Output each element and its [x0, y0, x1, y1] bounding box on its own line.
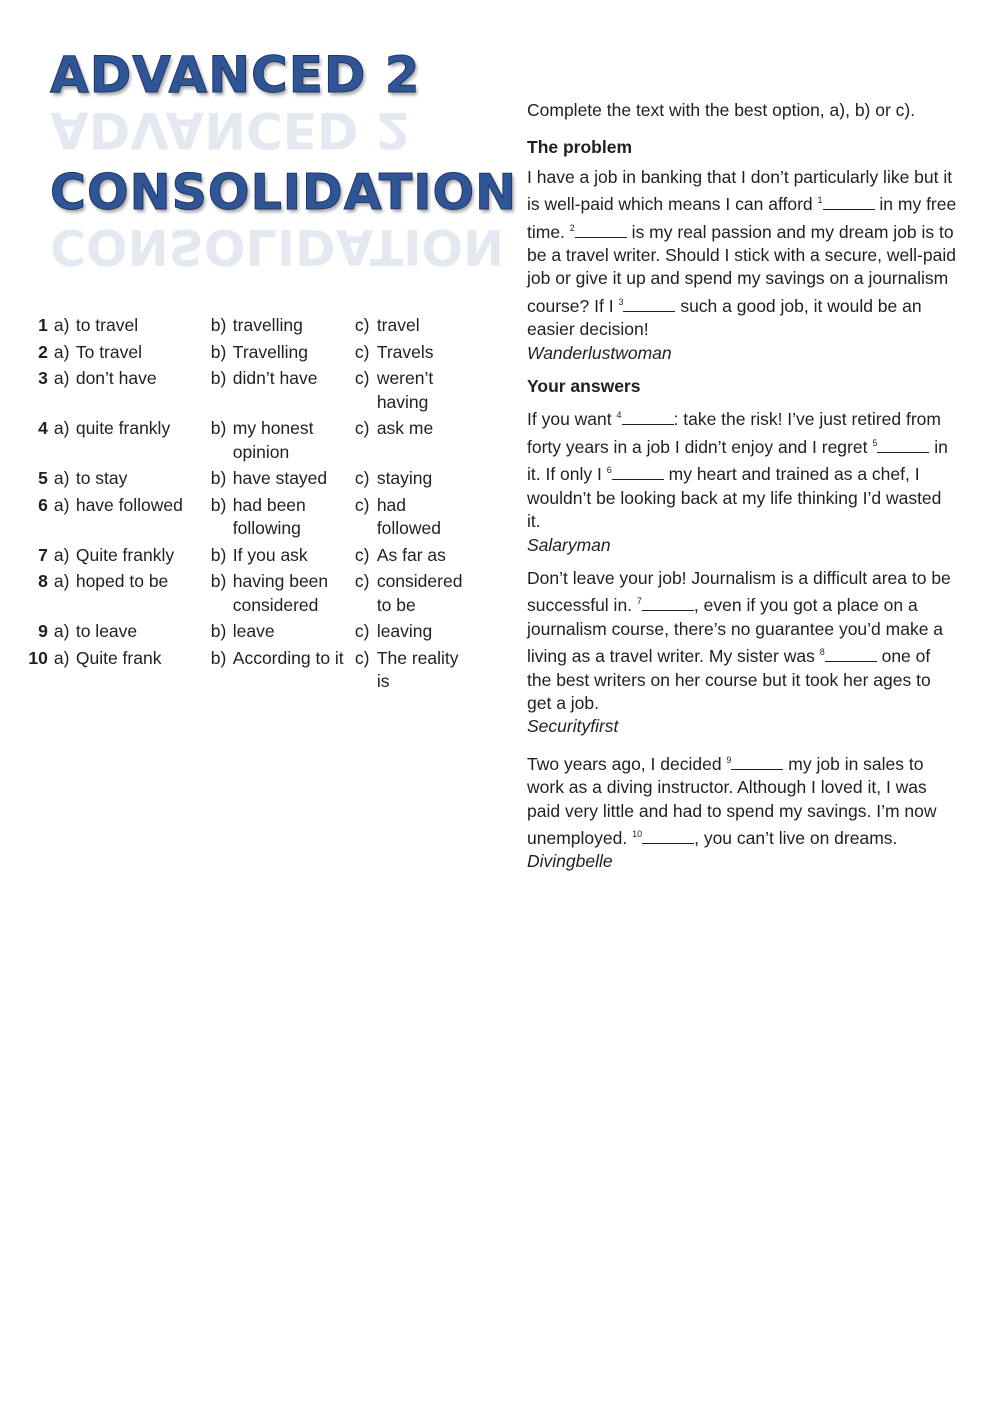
question-number: 9: [38, 621, 48, 641]
option-c[interactable]: [355, 417, 474, 464]
gap-8[interactable]: 8: [820, 646, 877, 666]
option-b[interactable]: [211, 417, 355, 464]
option-b[interactable]: [211, 494, 355, 541]
option-text: having been considered: [232, 571, 329, 615]
option-text: to leave: [75, 621, 138, 641]
answers-heading: Your answers: [527, 376, 641, 397]
option-row: [24, 647, 474, 694]
option-row: [24, 494, 474, 541]
option-text: leaving: [376, 621, 433, 641]
option-letter: a): [53, 647, 70, 668]
option-a[interactable]: [48, 647, 211, 694]
instruction: Complete the text with the best option, a), b) or c).: [527, 100, 916, 120]
exercise-text: [527, 99, 957, 884]
option-text: The reality is: [376, 647, 459, 691]
gap-3[interactable]: 3: [618, 296, 675, 316]
option-letter: b): [210, 621, 227, 641]
option-letter: c): [354, 494, 370, 515]
option-letter: c): [354, 468, 370, 488]
problem-signature: Wanderlustwoman: [527, 342, 672, 363]
gap-4[interactable]: 4: [617, 409, 674, 429]
option-b[interactable]: [211, 314, 355, 338]
option-letter: a): [53, 341, 70, 362]
title-reflection-1: ADVANCED 2: [50, 101, 411, 159]
option-text: To travel: [75, 341, 142, 362]
problem-paragraph: I have a job in banking that I don’t particularly like but it is well-paid which means I can afford $^1$ in my free time. $^2$ is my real passion and my dream job is to be a travel writer. Should I stick with a secure, well-paid job or give it up and spend my savings on a journalism course? If I $^3$ such a good job, it would be an easier decision!: [527, 166, 957, 340]
option-row: [24, 341, 474, 365]
option-b[interactable]: [211, 620, 355, 644]
option-letter: b): [210, 468, 227, 488]
option-text: my honest opinion: [232, 418, 314, 462]
question-number: 10: [28, 647, 48, 668]
option-letter: a): [53, 621, 70, 641]
option-letter: a): [53, 315, 70, 335]
answer-paragraph-3: Two years ago, I decided $^9$ my job in sales to work as a diving instructor. Although I loved it, I was paid very little and had to spend my savings. I’m now unemployed. $^{10}$ , you can’t live on dreams.: [527, 753, 937, 848]
answer-signature-2: Securityfirst: [527, 716, 619, 737]
option-a[interactable]: [48, 367, 211, 414]
option-text: hoped to be: [75, 571, 169, 591]
option-letter: c): [354, 571, 370, 591]
answer-signature-1: Salaryman: [527, 534, 611, 555]
option-letter: b): [210, 368, 227, 388]
option-b[interactable]: [211, 367, 355, 414]
question-number: 2: [38, 341, 48, 362]
option-a[interactable]: [48, 570, 211, 617]
option-row: [24, 544, 474, 568]
option-letter: b): [210, 341, 227, 362]
option-text: have followed: [75, 494, 183, 515]
title-line-2: CONSOLIDATION: [50, 164, 518, 221]
option-text: According to it: [232, 647, 344, 668]
option-c[interactable]: [355, 647, 474, 694]
option-letter: c): [354, 368, 370, 388]
option-row: [24, 367, 474, 414]
option-text: As far as: [376, 544, 446, 565]
option-c[interactable]: [355, 494, 474, 541]
option-letter: c): [354, 621, 370, 641]
option-text: quite frankly: [75, 418, 171, 438]
option-text: leave: [232, 621, 275, 641]
question-number: 1: [38, 315, 48, 335]
option-text: considered to be: [376, 571, 463, 615]
gap-10[interactable]: 10: [632, 828, 694, 848]
title-line-1: ADVANCED 2: [50, 46, 421, 104]
option-row: [24, 570, 474, 617]
option-b[interactable]: [211, 570, 355, 617]
option-text: had been following: [232, 494, 306, 538]
option-text: have stayed: [232, 468, 328, 488]
option-text: didn’t have: [232, 368, 318, 388]
answer-signature-3: Divingbelle: [527, 851, 613, 872]
option-text: to stay: [75, 468, 128, 488]
gap-2[interactable]: 2: [570, 222, 627, 242]
option-letter: a): [53, 544, 70, 565]
option-text: Travels: [376, 341, 434, 362]
option-c[interactable]: [355, 341, 474, 365]
option-b[interactable]: [211, 467, 355, 491]
option-c[interactable]: [355, 467, 474, 491]
option-letter: b): [210, 544, 227, 565]
answer-paragraph-1: If you want $^4$ : take the risk! I’ve just retired from forty years in a job I didn’t enjoy and I regret $^5$ in it. If only I $^6$ my heart and trained as a chef, I wouldn’t be looking back at my life thinking I’d wasted it.: [527, 409, 948, 532]
option-letter: a): [53, 571, 70, 591]
gap-7[interactable]: 7: [637, 595, 694, 615]
option-a[interactable]: [48, 314, 211, 338]
option-row: [24, 620, 474, 644]
option-text: Quite frankly: [75, 544, 175, 565]
options-list: [24, 314, 474, 697]
option-a[interactable]: [48, 341, 211, 365]
option-text: weren’t having: [376, 368, 434, 412]
option-letter: c): [354, 647, 370, 668]
option-b[interactable]: [211, 544, 355, 568]
option-c[interactable]: [355, 544, 474, 568]
option-text: had followed: [376, 494, 442, 538]
option-letter: b): [210, 647, 227, 668]
option-c[interactable]: [355, 620, 474, 644]
option-letter: c): [354, 544, 370, 565]
option-text: travelling: [232, 315, 303, 335]
option-text: travel: [376, 315, 420, 335]
option-b[interactable]: [211, 647, 355, 694]
option-a[interactable]: [48, 467, 211, 491]
question-number: 3: [38, 368, 48, 388]
option-text: If you ask: [232, 544, 308, 565]
problem-heading: The problem: [527, 137, 633, 158]
option-row: [24, 417, 474, 464]
option-text: to travel: [75, 315, 139, 335]
option-letter: b): [210, 315, 227, 335]
gap-1[interactable]: 1: [818, 194, 875, 214]
option-letter: a): [53, 418, 70, 438]
option-row: [24, 314, 474, 338]
option-a[interactable]: [48, 417, 211, 464]
option-c[interactable]: [355, 314, 474, 338]
option-letter: b): [210, 494, 227, 515]
option-text: Quite frank: [75, 647, 162, 668]
option-letter: c): [354, 315, 370, 335]
question-number: 8: [38, 571, 48, 591]
gap-5[interactable]: 5: [872, 437, 929, 457]
option-a[interactable]: [48, 620, 211, 644]
option-a[interactable]: [48, 494, 211, 541]
option-text: don’t have: [75, 368, 157, 388]
option-c[interactable]: [355, 367, 474, 414]
option-letter: b): [210, 418, 227, 438]
option-letter: a): [53, 468, 70, 488]
question-number: 5: [38, 468, 48, 488]
option-letter: a): [53, 368, 70, 388]
answer-paragraph-2: Don’t leave your job! Journalism is a difficult area to be successful in. $^7$ , even if you got a place on a journalism course, there’s no guarantee you’d make a living as a travel writer. My sister was $^8$ one of the best writers on her course but it took her ages to get a job.: [527, 567, 951, 713]
option-text: staying: [376, 468, 433, 488]
option-letter: b): [210, 571, 227, 591]
question-number: 6: [38, 494, 48, 515]
gap-9[interactable]: 9: [726, 754, 783, 774]
question-number: 7: [38, 544, 48, 565]
title-reflection-2: CONSOLIDATION: [50, 218, 505, 275]
question-number: 4: [38, 418, 48, 438]
gap-6[interactable]: 6: [607, 464, 664, 484]
option-a[interactable]: [48, 544, 211, 568]
option-letter: a): [53, 494, 70, 515]
option-letter: c): [354, 418, 370, 438]
option-c[interactable]: [355, 570, 474, 617]
option-letter: c): [354, 341, 370, 362]
option-b[interactable]: [211, 341, 355, 365]
option-text: ask me: [376, 418, 434, 438]
option-text: Travelling: [232, 341, 308, 362]
option-row: [24, 467, 474, 491]
